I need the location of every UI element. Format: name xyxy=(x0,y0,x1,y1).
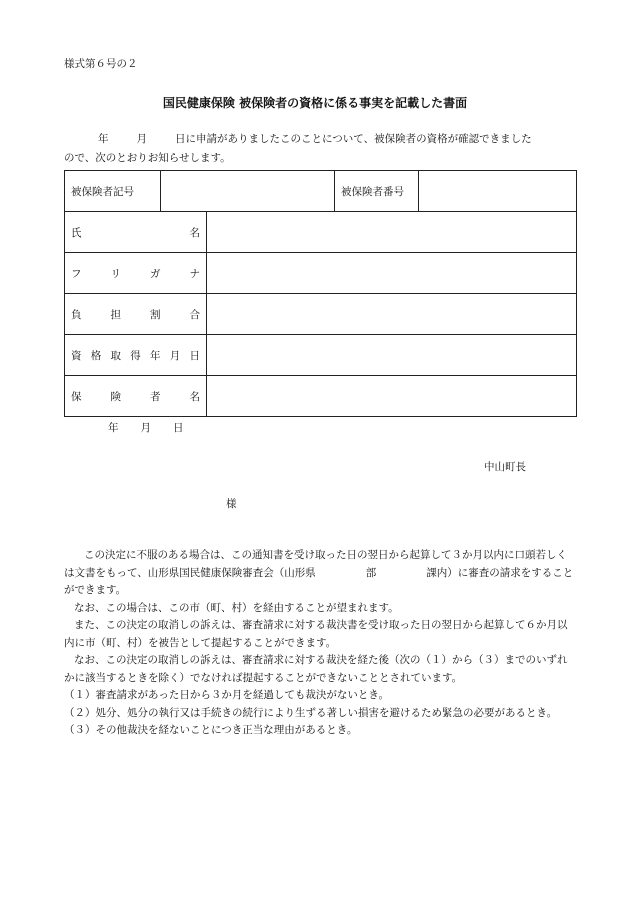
label-acquisition-date xyxy=(65,335,207,376)
value-insurer-name xyxy=(207,376,577,417)
value-acquisition-date xyxy=(207,335,577,376)
value-burden-ratio xyxy=(207,294,577,335)
label-insured-number: 被保険者番号 xyxy=(335,171,419,212)
recipient-honorific: 様 xyxy=(226,498,237,510)
label-insurer-name-text: 保 険 者 名 xyxy=(71,390,200,403)
label-burden-ratio xyxy=(65,294,207,335)
issue-day: 日 xyxy=(173,422,184,434)
value-furigana xyxy=(207,253,577,294)
label-burden-ratio-text: 負 担 割 合 xyxy=(71,308,200,321)
label-insured-symbol: 被保険者記号 xyxy=(65,171,161,212)
list-item-2: （２）処分、処分の執行又は手続きの続行により生ずる著しい損害を避けるため緊急の必要があるとき。 xyxy=(64,706,558,719)
list-item-3: （３）その他裁決を経ないことにつき正当な理由があるとき。 xyxy=(64,724,358,736)
issuer-mayor: 中山町長 xyxy=(484,461,526,473)
insured-info-table xyxy=(64,170,577,417)
document-title: 国民健康保険 被保険者の資格に係る事実を記載した書面 xyxy=(162,96,468,110)
paragraph-4: なお、この決定の取消しの訴えは、審査請求に対する裁決を経た後（次の（１）から（３）までのいずれかに該当するときを除く）でなければ提起することができないこととされています。 xyxy=(64,654,568,684)
intro-paragraph xyxy=(64,130,584,168)
label-furigana-text: フ リ ガ ナ xyxy=(71,267,200,280)
p1-part-a: この決定に不服のある場合は、この通知書を受け取った日の翌日から起算して３か月以内に口頭若しくは文書をもって、山形県国民健康保険審査会（山形県 xyxy=(64,549,567,579)
form-number: 様式第６号の２ xyxy=(64,58,138,70)
list-item-1: （１）審査請求があった日から３か月を経過しても裁決がないとき。 xyxy=(64,689,389,701)
value-insured-number xyxy=(419,171,577,212)
intro-day-text: 日に申請がありましたこのことについて、被保険者の資格が確認できました xyxy=(175,133,532,145)
p1-part-b: 部 xyxy=(365,566,377,579)
paragraph-3: また、この決定の取消しの訴えは、審査請求に対する裁決書を受け取った日の翌日から起算して６か月以内に市（町、村）を被告として提起することができます。 xyxy=(64,619,568,649)
label-insurer-name xyxy=(65,376,207,417)
label-acquisition-date-text: 資 格 取 得 年 月 日 xyxy=(71,349,200,362)
intro-line2: ので、次のとおりお知らせします。 xyxy=(64,152,231,164)
paragraph-1 xyxy=(64,547,576,600)
value-insured-symbol xyxy=(161,171,335,212)
label-name xyxy=(65,212,207,253)
value-name xyxy=(207,212,577,253)
paragraph-2: なお、この場合は、この市（町、村）を経由することが望まれます。 xyxy=(74,601,399,614)
intro-month: 月 xyxy=(136,133,147,145)
label-name-text: 氏 名 xyxy=(71,226,200,239)
issue-date xyxy=(108,420,206,435)
p1-part-c: 課内）に審査の請求をすることができます。 xyxy=(64,566,574,596)
issue-month: 月 xyxy=(140,422,151,434)
intro-year: 年 xyxy=(98,133,109,145)
issue-year: 年 xyxy=(108,422,119,434)
appeal-notice xyxy=(64,547,576,740)
label-furigana xyxy=(65,253,207,294)
